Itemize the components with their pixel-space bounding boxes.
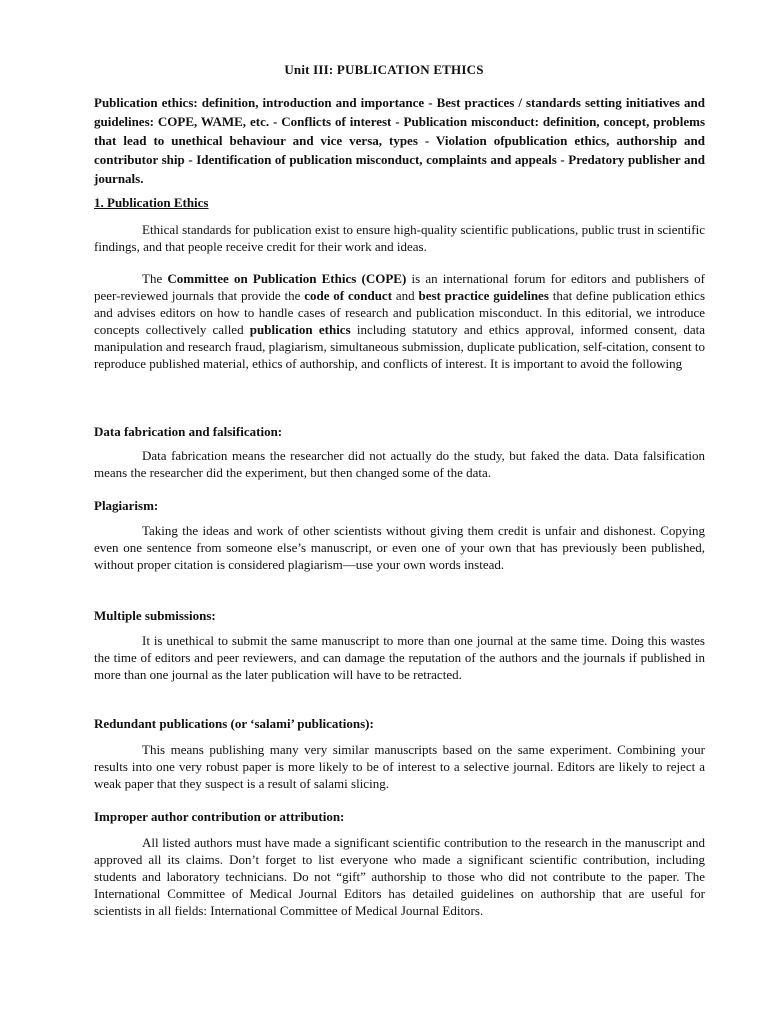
publication-ethics-term: publication ethics <box>249 322 351 337</box>
heading-data-fabrication: Data fabrication and falsification: <box>94 424 283 439</box>
heading-multiple-submissions: Multiple submissions: <box>94 608 216 623</box>
section-heading-publication-ethics: 1. Publication Ethics <box>94 195 209 210</box>
paragraph-ethical-standards: Ethical standards for publication exist to ensure high-quality scientific publications, public trust in scientific findings, and that people receive credit for their work and ideas. <box>94 222 705 254</box>
paragraph-multiple-submissions: It is unethical to submit the same manuscript to more than one journal at the same time. Doing this wastes the time of editors and peer reviewers, and can damage the reputation of the authors and the journals if published in more than one journal as the later publication will have to be retracted. <box>94 633 705 682</box>
syllabus-summary: Publication ethics: definition, introduction and importance - Best practices / standards setting initiatives and guidelines: COPE, WAME, etc. - Conflicts of interest - Publication misconduct: definition, concept, problems that lead to unethical behaviour and vice versa, types - Violation ofpublication ethics, authorship and contributor ship - Identification of publication misconduct, complaints and appeals - Predatory publisher and journals. <box>94 95 705 186</box>
heading-plagiarism: Plagiarism: <box>94 498 159 513</box>
paragraph-improper-author: All listed authors must have made a significant scientific contribution to the research in the manuscript and approved all its claims. Don’t forget to list everyone who made a significant scientific contribution, including students and laboratory technicians. Do not “gift” authorship to those who did not contribute to the paper. The International Committee of Medical Journal Editors has detailed guidelines on authorship that are useful for scientists in all fields: International Committee of Medical Journal Editors. <box>94 835 705 918</box>
heading-redundant-publications: Redundant publications (or ‘salami’ publications): <box>94 716 374 731</box>
paragraph-data-fabrication: Data fabrication means the researcher did not actually do the study, but faked the data. Data falsification means the researcher did the experiment, but then changed some of the data. <box>94 448 705 480</box>
paragraph-cope: The Committee on Publication Ethics (COPE) is an international forum for editors and publishers of peer-reviewed journals that provide the code of conduct and best practice guidelines that define publication ethics and advises editors on how to handle cases of research and publication misconduct. In this editorial, we introduce concepts collectively called publication ethics including statutory and ethics approval, informed consent, data manipulation and research fraud, plagiarism, simultaneous submission, duplicate publication, self-citation, consent to reproduce published material, ethics of authorship, and conflicts of interest. It is important to avoid the following <box>94 271 706 371</box>
paragraph-redundant-publications: This means publishing many very similar manuscripts based on the same experiment. Combining your results into one very robust paper is more likely to be of interest to a selective journal. Editors are likely to reject a weak paper that they suspect is a result of salami slicing. <box>94 742 705 791</box>
page-title: Unit III: PUBLICATION ETHICS <box>284 62 484 77</box>
best-practice-term: best practice guidelines <box>418 288 549 303</box>
cope-name: Committee on Publication Ethics (COPE) <box>167 271 407 286</box>
paragraph-plagiarism: Taking the ideas and work of other scientists without giving them credit is unfair and dishonest. Copying even one sentence from someone else’s manuscript, or even one of your own that has previously been published, without proper citation is considered plagiarism—use your own words instead. <box>94 523 705 572</box>
code-of-conduct-term: code of conduct <box>304 288 393 303</box>
heading-improper-author: Improper author contribution or attribution: <box>94 809 345 824</box>
